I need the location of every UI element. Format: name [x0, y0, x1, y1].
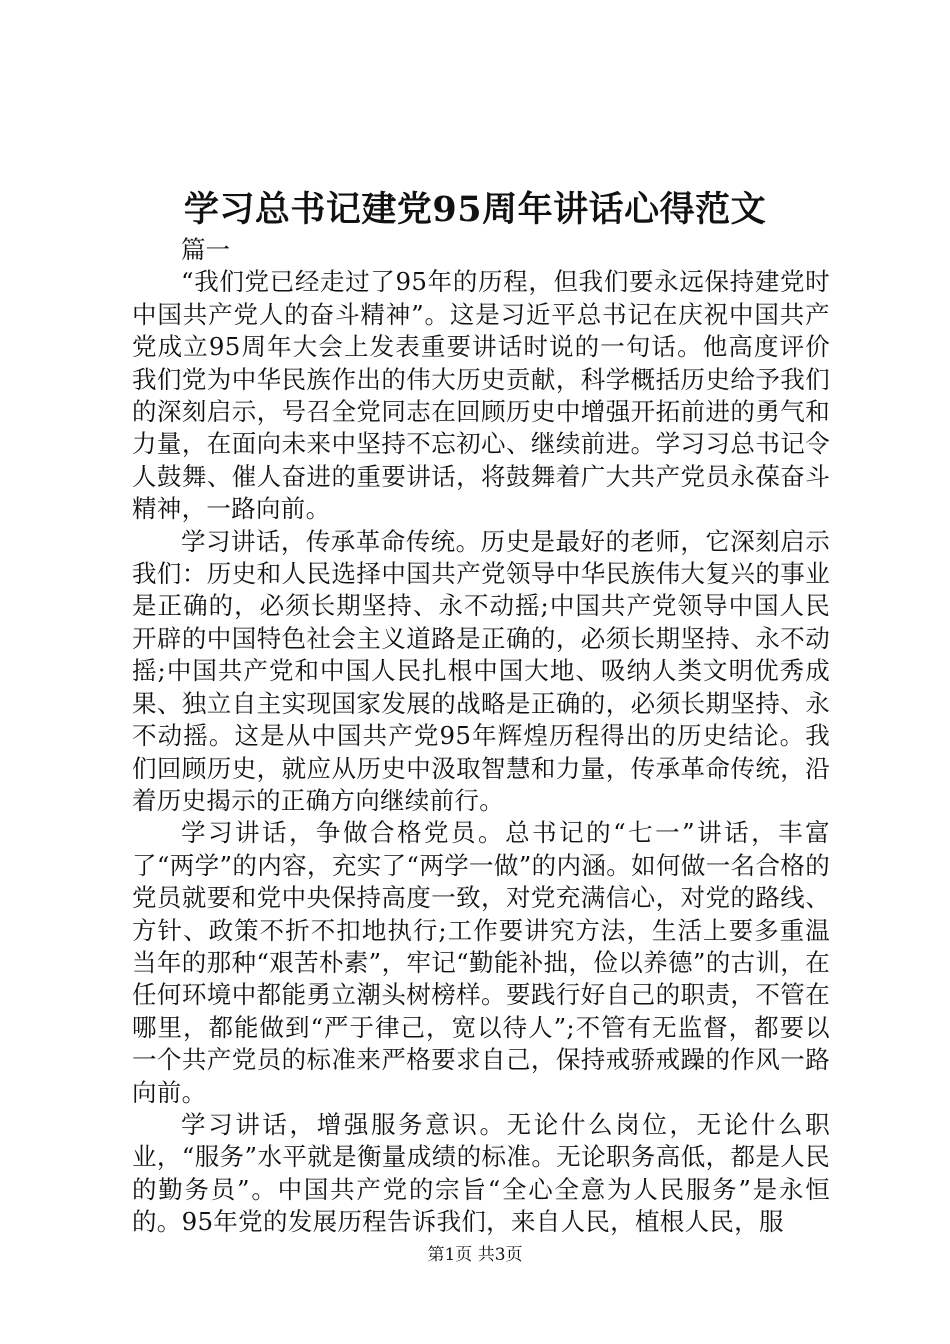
section-label: 篇一 — [181, 235, 230, 264]
paragraph-revolutionary-tradition: 学习讲话，传承革命传统。历史是最好的老师，它深刻启示我们：历史和人民选择中国共产党领导中华民族伟大复兴的事业是正确的，必须长期坚持、永不动摇;中国共产党领导中国人民开辟的中国特色社会主义道路是正确的，必须长期坚持、永不动摇;中国共产党和中国人民扎根中国大地、吸纳人类文明优秀成果、独立自主实现国家发展的战略是正确的，必须长期坚持、永不动摇。这是从中国共产党95年辉煌历程得出的历史结论。我们回顾历史，就应从历史中汲取智慧和力量，传承革命传统，沿着历史揭示的正确方向继续前行。 — [132, 526, 830, 815]
paragraph-service-awareness: 学习讲话，增强服务意识。无论什么岗位，无论什么职业，“服务”水平就是衡量成绩的标准。无论职务高低，都是人民的勤务员”。中国共产党的宗旨“全心全意为人民服务”是永恒的。95年党的发展历程告诉我们，来自人民，植根人民，服 — [132, 1109, 830, 1237]
paragraph-intro: “我们党已经走过了95年的历程，但我们要永远保持建党时中国共产党人的奋斗精神”。这是习近平总书记在庆祝中国共产党成立95周年大会上发表重要讲话时说的一句话。他高度评价我们党为中华民族作出的伟大历史贡献，科学概括历史给予我们的深刻启示，号召全党同志在回顾历史中增强开拓前进的勇气和力量，在面向未来中坚持不忘初心、继续前进。学习习总书记令人鼓舞、催人奋进的重要讲话，将鼓舞着广大共产党员永葆奋斗精神，一路向前。 — [132, 267, 830, 524]
document-body — [132, 234, 830, 1239]
document-title: 学习总书记建党95周年讲话心得范文 — [183, 189, 767, 230]
page-footer: 第1页 共3页 — [427, 1245, 523, 1265]
paragraph-qualified-member: 学习讲话，争做合格党员。总书记的“七一”讲话，丰富了“两学”的内容，充实了“两学一做”的内涵。如何做一名合格的党员就要和党中央保持高度一致，对党充满信心，对党的路线、方针、政策不折不扣地执行;工作要讲究方法，生活上要多重温当年的那种“艰苦朴素”，牢记“勤能补拙，俭以养德”的古训，在任何环境中都能勇立潮头树榜样。要践行好自己的职责，不管在哪里，都能做到“严于律己，宽以待人”;不管有无监督，都要以一个共产党员的标准来严格要求自己，保持戒骄戒躁的作风一路向前。 — [132, 818, 830, 1107]
